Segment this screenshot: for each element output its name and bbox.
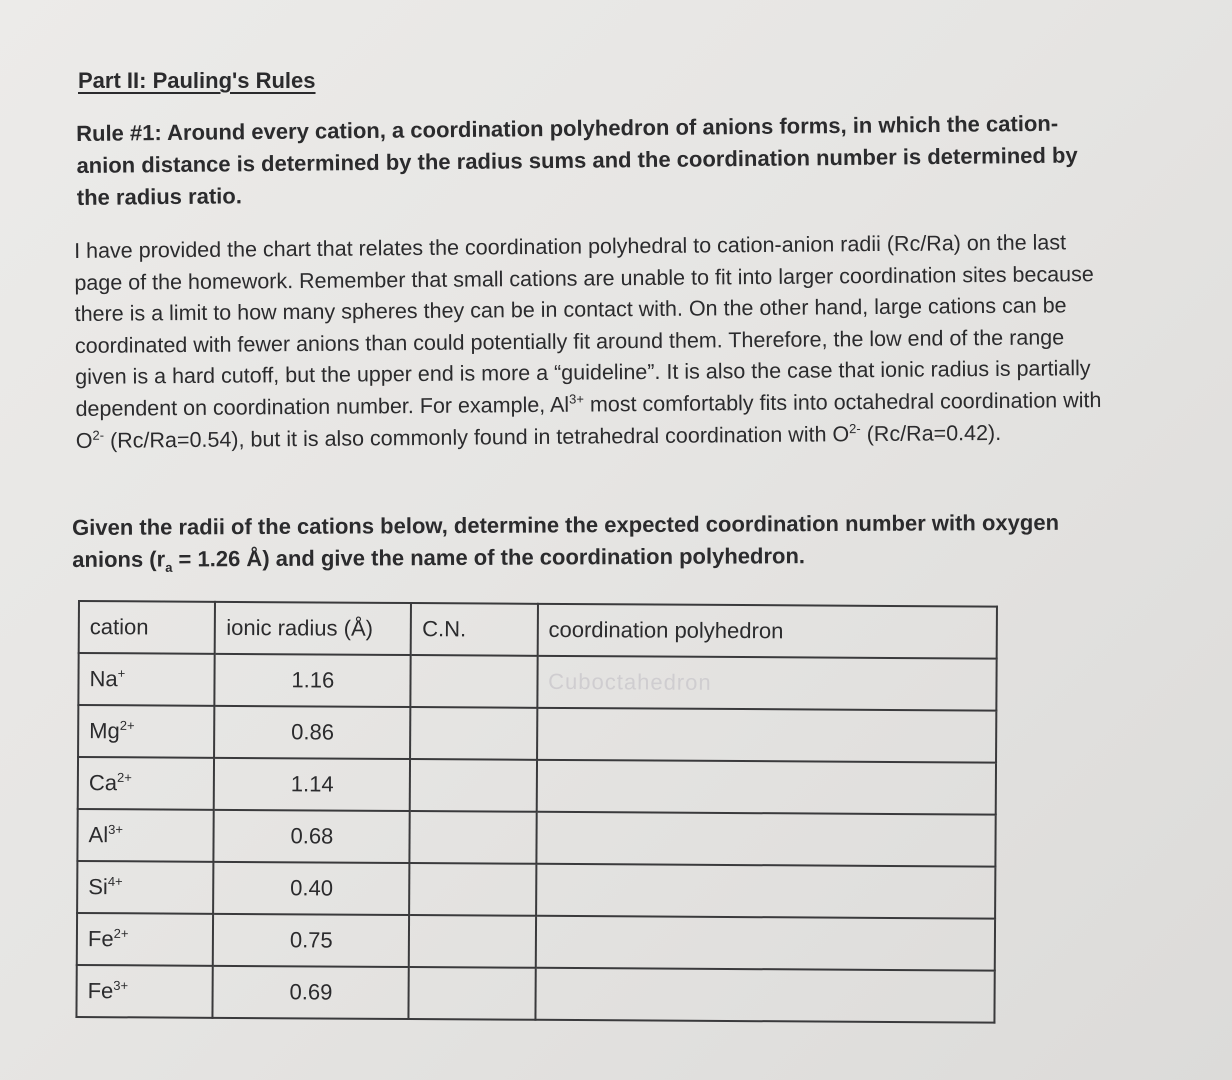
ionic-radius-cell: 0.68 (214, 810, 410, 863)
cation-charge: 3+ (108, 821, 124, 837)
table-row (78, 705, 996, 763)
cation-charge: 2+ (116, 769, 132, 786)
table-row (78, 757, 996, 815)
cation-cell (77, 861, 214, 914)
cn-cell[interactable] (409, 915, 536, 968)
table-row (78, 653, 996, 711)
paragraph-text-1: I have provided the chart that relates the coordination polyhedral to cation-anion radii (Rc/Ra) on the last page of the homework. Remember that small cations are unable to fit into larger coordination sites because there is a limit to how many spheres they can be in contact with. On the other hand, large cations can be coordinated with fewer anions than could potentially fit around them. Therefore, the low end of the range given is a hard cutoff, but the upper end is more a “guideline”. It is also the case that ionic radius is partially dependent on coordination number. For example, Al (74, 230, 1094, 421)
cation-cell (78, 705, 215, 758)
polyhedron-cell[interactable] (535, 968, 995, 1023)
ionic-radius-cell: 0.40 (214, 862, 410, 915)
prompt-text-2: = 1.26 Å) and give the name of the coordination polyhedron. (172, 543, 806, 572)
table-row (77, 861, 995, 919)
cation-radii-table (75, 600, 998, 1024)
cation-cell (78, 757, 215, 810)
cation-symbol: Fe (87, 926, 114, 952)
table-body (76, 653, 996, 1023)
cation-charge: 2+ (113, 925, 129, 941)
cation-symbol: Ca (88, 770, 118, 796)
anion-subscript: a (165, 559, 173, 575)
cn-cell[interactable] (411, 655, 538, 708)
paragraph-text-2: most comfortably fits into octahedral coordination with O (75, 388, 1102, 453)
cn-cell[interactable] (410, 707, 537, 760)
cn-cell[interactable] (409, 863, 536, 916)
cation-cell (77, 809, 214, 862)
cn-cell[interactable] (409, 967, 536, 1020)
header-coordination-polyhedron: coordination polyhedron (537, 604, 997, 659)
polyhedron-cell[interactable] (537, 656, 997, 711)
section-heading: Part II: Pauling's Rules (78, 68, 316, 93)
table-row (77, 913, 995, 971)
ionic-radius-cell: 1.16 (215, 654, 411, 707)
cn-cell[interactable] (410, 811, 537, 864)
oxygen-charge-2: 2- (849, 420, 861, 436)
header-cation: cation (79, 601, 216, 654)
cation-symbol: Al (88, 822, 109, 848)
question-prompt (72, 507, 1092, 576)
polyhedron-answer: Cuboctahedron (548, 668, 712, 695)
polyhedron-cell[interactable] (537, 708, 997, 763)
cation-charge: + (117, 665, 126, 681)
cation-cell (78, 653, 215, 706)
polyhedron-cell[interactable] (536, 760, 996, 815)
table-row (76, 965, 994, 1023)
header-ionic-radius: ionic radius (Å) (215, 602, 411, 655)
rule-1-statement: Rule #1: Around every cation, a coordination polyhedron of anions forms, in which the cation-anion distance is determined by the radius sums and the coordination number is determined by the radius ratio. (76, 110, 1078, 210)
polyhedron-cell[interactable] (535, 916, 995, 971)
polyhedron-cell[interactable] (536, 864, 996, 919)
cation-symbol: Mg (89, 718, 120, 744)
ionic-radius-cell: 0.86 (214, 706, 410, 759)
table-row (77, 809, 995, 867)
cation-cell (76, 965, 213, 1018)
paragraph-text-4: (Rc/Ra=0.42). (860, 420, 1002, 446)
cation-charge: 2+ (119, 717, 135, 734)
prompt-text-1: Given the radii of the cations below, determine the expected coordination number with oxygen anions (r (72, 509, 1060, 572)
cation-symbol: Si (88, 874, 108, 900)
cation-symbol: Fe (87, 978, 114, 1004)
polyhedron-cell[interactable] (536, 812, 996, 867)
header-cn: C.N. (411, 603, 538, 656)
cation-charge: 4+ (107, 873, 123, 889)
table-header-row (79, 601, 997, 659)
cation-symbol: Na (89, 666, 118, 692)
ionic-radius-cell: 0.69 (213, 966, 409, 1019)
cation-cell (77, 913, 214, 966)
explanation-paragraph (74, 227, 1116, 457)
cation-charge: 3+ (113, 977, 129, 993)
ionic-radius-cell: 0.75 (213, 914, 409, 967)
oxygen-charge-1: 2- (92, 427, 105, 443)
paragraph-text-3: (Rc/Ra=0.54), but it is also commonly found in tetrahedral coordination with O (103, 421, 850, 453)
al-charge: 3+ (569, 391, 584, 407)
cn-cell[interactable] (410, 759, 537, 812)
ionic-radius-cell: 1.14 (214, 758, 410, 811)
